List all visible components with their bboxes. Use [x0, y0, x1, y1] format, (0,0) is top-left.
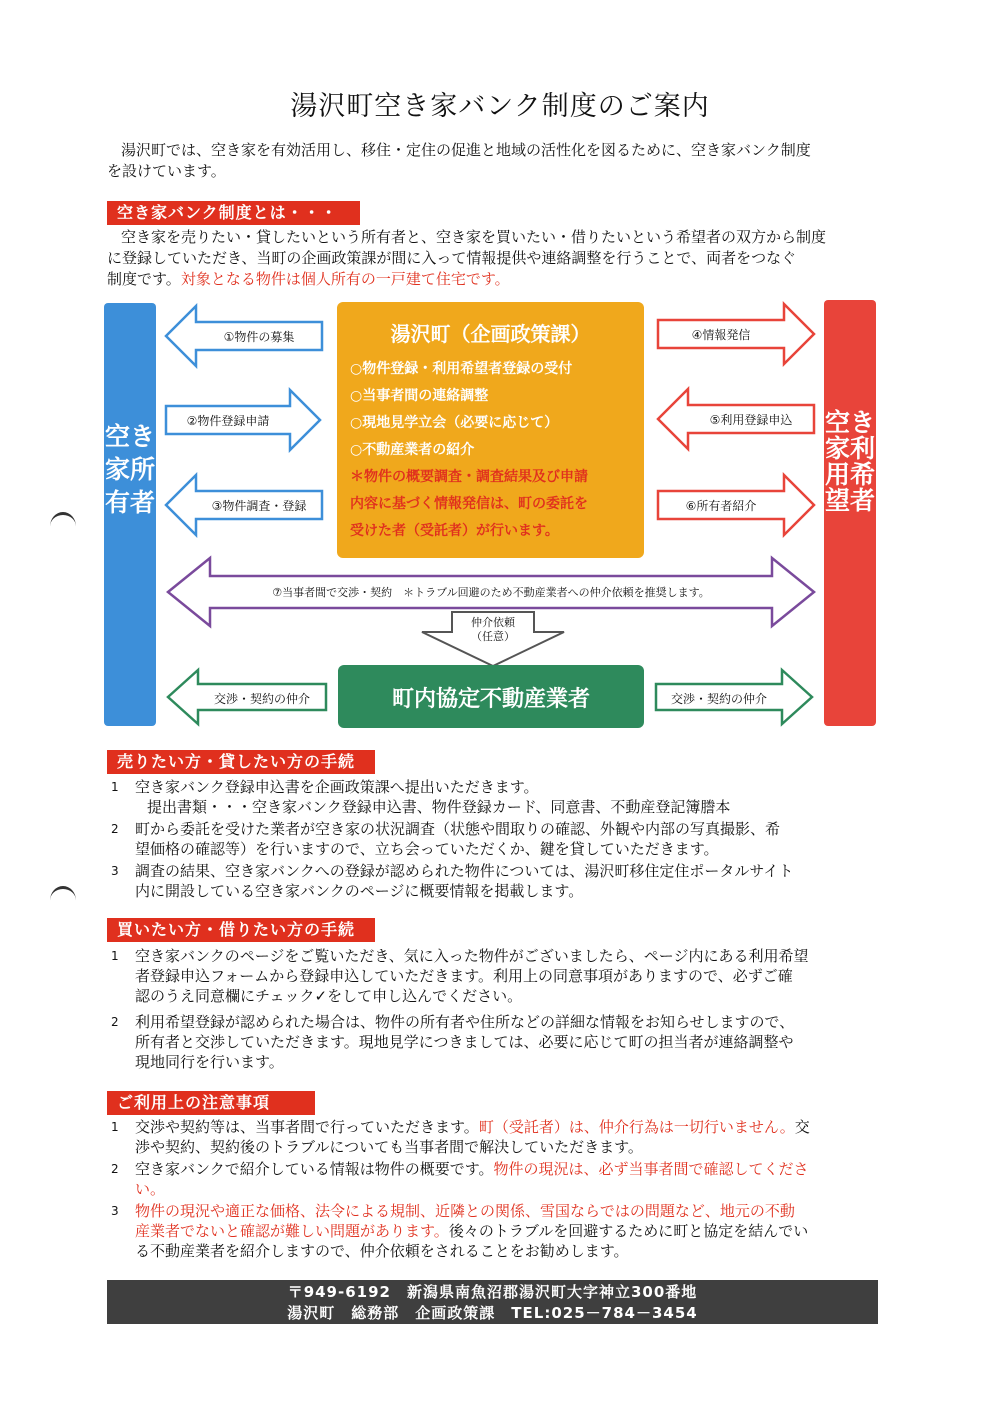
step-text: 内に開設している空き家バンクのページに概要情報を掲載します。	[135, 882, 584, 900]
note-text: 後々のトラブルを回避するために町と協定を結んでい	[448, 1222, 809, 1240]
step-text: 認のうえ同意欄にチェック✓をして申し込んでください。	[135, 987, 523, 1005]
step-text: 利用希望登録が認められた場合は、物件の所有者や住所などの詳細な情報をお知らせしますので、	[135, 1013, 795, 1031]
intro-line-2: を設けています。	[107, 162, 226, 180]
section-heading-sellers: 売りたい方・貸したい方の手続	[107, 750, 375, 774]
list-item	[107, 777, 887, 817]
note-text: 交渉や契約等は、当事者間で行っていただきます。	[135, 1118, 479, 1136]
note-number: 2	[111, 1162, 119, 1176]
step-number: 1	[111, 949, 119, 963]
list-item	[107, 861, 887, 901]
step-number: 2	[111, 822, 119, 836]
town-office-title: 湯沢町（企画政策課）	[390, 322, 591, 346]
arrow-7-label: ⑦当事者間で交渉・契約 ＊トラブル回避のため不動産業者への仲介依頼を推奨します。	[272, 586, 710, 599]
target-property-note: 対象となる物件は個人所有の一戸建て住宅です。	[180, 270, 510, 288]
punch-hole-mark	[50, 512, 76, 541]
list-item	[107, 1159, 887, 1199]
intro-line-1: 湯沢町では、空き家を有効活用し、移住・定住の促進と地域の活性化を図るために、空き家バンク制度	[121, 141, 811, 159]
list-item	[107, 1117, 887, 1157]
about-line-1: 空き家を売りたい・貸したいという所有者と、空き家を買いたい・借りたいという希望者の双方から制度	[121, 228, 827, 246]
step-subtext: 提出書類・・・空き家バンク登録申込書、物件登録カード、同意書、不動産登記簿謄本	[147, 798, 731, 816]
down-arrow-line-1: 仲介依頼	[471, 616, 515, 629]
step-number: 2	[111, 1015, 119, 1029]
about-line-3-text: 制度です。	[107, 270, 181, 288]
note-number: 1	[111, 1120, 119, 1134]
list-item	[107, 946, 887, 1006]
step-text: 望価格の確認等）を行いますので、立ち会っていただくか、鍵を貸していただきます。	[135, 840, 719, 858]
section-heading-notes: ご利用上の注意事項	[107, 1091, 315, 1115]
buyers-steps	[107, 946, 887, 1074]
section-heading-about: 空き家バンク制度とは・・・	[107, 201, 360, 225]
note-warning: 産業者でないと確認が難しい問題があります。	[135, 1222, 449, 1240]
step-text: 者登録申込フォームから登録申込していただきます。利用上の同意事項がありますので、必ずご確	[135, 967, 793, 985]
note-text: 空き家バンクで紹介している情報は物件の概要です。	[135, 1160, 494, 1178]
note-warning: い。	[135, 1180, 166, 1198]
down-arrow-line-2: （任意）	[471, 630, 515, 643]
usage-notes	[107, 1117, 887, 1263]
note-warning: 物件の現況は、必ず当事者間で確認してくださ	[493, 1160, 809, 1178]
list-item	[107, 1012, 887, 1072]
list-item	[107, 819, 887, 859]
step-text: 調査の結果、空き家バンクへの登録が認められた物件については、湯沢町移住定住ポータルサイト	[135, 862, 794, 880]
mediation-right-label: 交渉・契約の仲介	[670, 692, 767, 706]
step-number: 3	[111, 864, 119, 878]
town-office-item: ○現地見学立会（必要に応じて）	[350, 415, 559, 431]
note-text: る不動産業者を紹介しますので、仲介依頼をされることをお勧めします。	[135, 1242, 629, 1260]
arrow-3-label: ③物件調査・登録	[211, 499, 307, 513]
footer-address: 〒949-6192 新潟県南魚沼郡湯沢町大字神立300番地	[287, 1283, 698, 1301]
realtor-label: 町内協定不動産業者	[391, 687, 590, 712]
town-office-item: ○不動産業者の紹介	[350, 442, 475, 458]
punch-hole-mark	[50, 886, 76, 915]
step-text: 所有者と交渉していただきます。現地見学につきましては、必要に応じて町の担当者が連絡調整や	[135, 1033, 794, 1051]
contact-footer	[107, 1280, 878, 1324]
about-line-2: に登録していただき、当町の企画政策課が間に入って情報提供や連絡調整を行うことで、両者をつなぐ	[107, 249, 797, 267]
note-warning: 物件の現況や適正な価格、法令による規制、近隣との関係、雪国ならではの問題など、地元の不動	[135, 1202, 795, 1220]
step-text: 空き家バンク登録申込書を企画政策課へ提出いただきます。	[135, 778, 539, 796]
arrow-5-label: ⑤利用登録申込	[709, 413, 793, 427]
owner-label: 空き家所有者	[104, 422, 155, 517]
town-office-note	[350, 464, 640, 545]
list-item	[107, 1201, 887, 1261]
note-number: 3	[111, 1204, 119, 1218]
arrow-4-label: ④情報発信	[691, 328, 751, 342]
step-text: 空き家バンクのページをご覧いただき、気に入った物件がございましたら、ページ内にある利用希望	[135, 947, 809, 965]
arrow-1-label: ①物件の募集	[223, 330, 295, 344]
mediation-left-label: 交渉・契約の仲介	[213, 692, 310, 706]
arrow-6-label: ⑥所有者紹介	[685, 499, 757, 513]
note-text: 渉や契約、契約後のトラブルについても当事者間で解決していただきます。	[135, 1138, 643, 1156]
step-number: 1	[111, 780, 119, 794]
sellers-steps	[107, 777, 887, 903]
down-arrow-label	[452, 616, 534, 644]
step-text: 現地同行を行います。	[135, 1053, 284, 1071]
section-heading-buyers: 買いたい方・借りたい方の手続	[107, 918, 375, 942]
note-text: 交	[794, 1118, 810, 1136]
step-text: 町から委託を受けた業者が空き家の状況調査（状態や間取りの確認、外観や内部の写真撮影、希	[135, 820, 781, 838]
note-warning: 町（受託者）は、仲介行為は一切行いません。	[478, 1118, 795, 1136]
arrow-2-label: ②物件登録申請	[186, 414, 270, 428]
town-office-item: ○物件登録・利用希望者登録の受付	[350, 361, 573, 377]
town-office-note-line: ＊物件の概要調査・調査結果及び申請	[350, 469, 588, 485]
town-office-note-line: 内容に基づく情報発信は、町の委託を	[350, 496, 588, 512]
footer-contact: 湯沢町 総務部 企画政策課 TEL:025－784－3454	[287, 1304, 698, 1322]
page-title: 湯沢町空き家バンク制度のご案内	[290, 91, 710, 122]
town-office-item: ○当事者間の連絡調整	[350, 388, 489, 404]
town-office-note-line: 受けた者（受託者）が行います。	[350, 523, 559, 539]
user-label: 空き家利用希望者	[824, 408, 875, 515]
town-office-items	[350, 356, 640, 464]
